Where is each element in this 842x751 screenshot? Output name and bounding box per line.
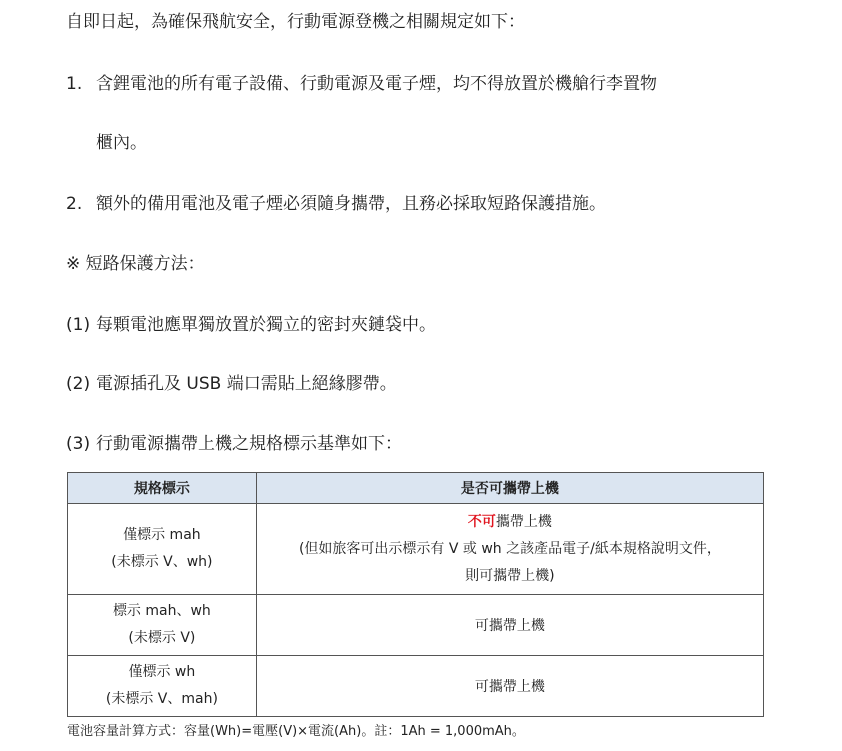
verdict-exception: 則可攜帶上機): [465, 567, 555, 584]
method-3: [66, 432, 402, 456]
header-spec: 規格標示: [68, 473, 257, 504]
rule-1: [66, 72, 657, 96]
spec-cell: [68, 595, 257, 656]
rule-1-continuation: 櫃內。: [96, 133, 147, 153]
verdict-cell: [256, 504, 763, 595]
method-number: (2): [66, 374, 91, 394]
spec-cell: [68, 504, 257, 595]
method-1: [66, 313, 436, 337]
footnote: 電池容量計算方式：容量(Wh)=電壓(V)×電流(Ah)。註：1Ah = 1,000mAh。: [67, 724, 525, 739]
method-number: (1): [66, 315, 91, 335]
method-number: (3): [66, 434, 91, 454]
verdict-cell: 可攜帶上機: [256, 595, 763, 656]
spec-table: [67, 472, 764, 717]
intro-text: 自即日起，為確保飛航安全，行動電源登機之相關規定如下：: [66, 12, 525, 32]
spec-line: (未標示 V、wh): [111, 554, 213, 570]
spec-line: (未標示 V): [128, 630, 196, 646]
spec-line: 僅標示 wh: [128, 664, 196, 680]
rule-number: 1.: [66, 74, 83, 94]
short-circuit-title: ※ 短路保護方法：: [66, 254, 205, 274]
method-text: 行動電源攜帶上機之規格標示基準如下：: [96, 434, 402, 454]
table-row: [68, 595, 764, 656]
method-2: [66, 372, 397, 396]
table-header-row: [68, 473, 764, 504]
spec-cell: [68, 656, 257, 717]
rule-text: 額外的備用電池及電子煙必須隨身攜帶，且務必採取短路保護措施。: [96, 194, 606, 214]
method-text: 每顆電池應單獨放置於獨立的密封夾鏈袋中。: [96, 315, 436, 335]
method-text: 電源插孔及 USB 端口需貼上絕緣膠帶。: [96, 374, 397, 394]
verdict-cell: 可攜帶上機: [256, 656, 763, 717]
rule-2: [66, 192, 606, 216]
spec-line: 標示 mah、wh: [112, 603, 211, 619]
verdict-exception: (但如旅客可出示標示有 V 或 wh 之該產品電子/紙本規格說明文件，: [298, 540, 721, 557]
not-allowed-label: 不可: [467, 513, 496, 530]
rule-text: 含鋰電池的所有電子設備、行動電源及電子煙，均不得放置於機艙行李置物: [96, 74, 657, 94]
spec-line: (未標示 V、mah): [105, 691, 218, 707]
table-row: [68, 656, 764, 717]
rule-number: 2.: [66, 194, 83, 214]
spec-line: 僅標示 mah: [123, 527, 201, 543]
verdict-text: 攜帶上機: [495, 513, 552, 530]
table-row: [68, 504, 764, 595]
header-verdict: 是否可攜帶上機: [256, 473, 763, 504]
